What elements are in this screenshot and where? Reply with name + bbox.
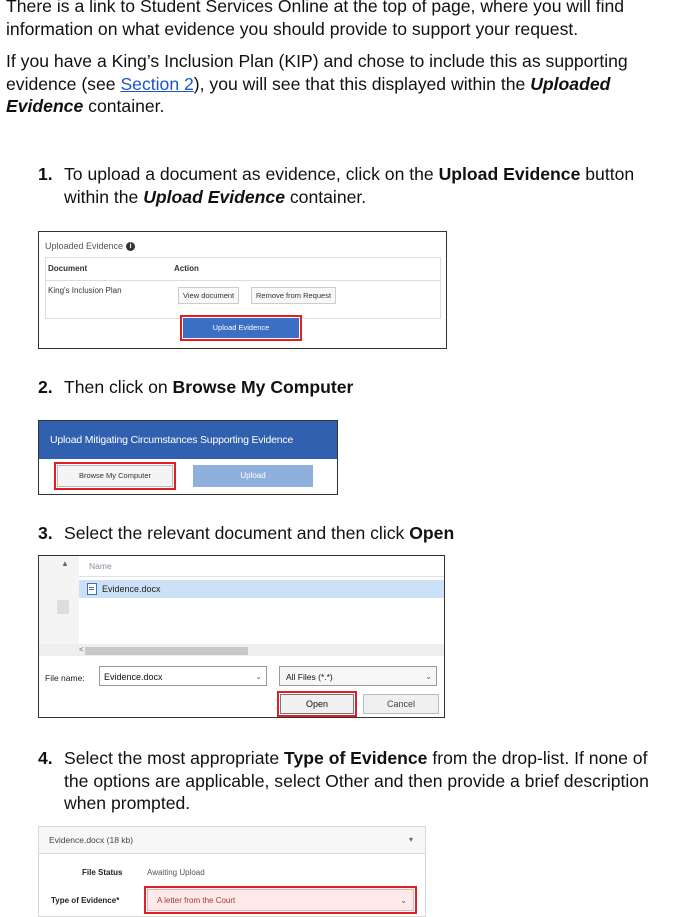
file-type-select[interactable] [279,666,437,686]
open-button[interactable]: Open [280,694,354,714]
dialog-title: Upload Mitigating Circumstances Supporting Evidence [39,421,337,459]
file-open-dialog-screenshot [38,555,445,718]
upload-supporting-evidence-screenshot [38,420,338,495]
step-2 [38,376,670,400]
col-action: Action [174,264,199,273]
step-number: 1. [38,164,53,184]
caret-down-icon: ▾ [408,835,413,844]
kip-text-post: container. [83,96,165,116]
step-number: 2. [38,377,53,397]
uploaded-evidence-label: Uploaded Evidence [45,241,124,251]
file-name-input[interactable] [99,666,267,686]
row-document: King's Inclusion Plan [48,286,122,295]
step-bold: Browse My Computer [172,377,354,397]
step-text [64,747,670,815]
view-document-button[interactable]: View document [178,287,239,304]
step-text [64,522,670,545]
chevron-down-icon: ⌄ [425,672,432,681]
file-type-value: All Files (*.*) [286,672,333,682]
step-1 [38,163,670,208]
file-list [79,556,444,653]
chevron-up-icon: ▲ [61,559,69,568]
evidence-file-header[interactable] [39,827,425,854]
step-text [64,376,670,399]
step-text-pre: Select the relevant document and then click [64,523,410,543]
step-number: 4. [38,748,53,768]
step-text-mid: button within the [64,164,635,207]
chevron-left-icon: < [79,645,84,654]
type-of-evidence-label: Type of Evidence* [51,896,120,905]
step-text-pre: Select the most appropriate [64,748,285,768]
chevron-down-icon: ⌄ [400,896,407,905]
type-of-evidence-select[interactable] [147,889,414,911]
step-bold: Type of Evidence [284,748,428,768]
file-name-label: File name: [45,673,85,683]
scroll-thumb[interactable] [85,647,248,655]
upload-evidence-button[interactable]: Upload Evidence [183,318,299,338]
upload-button[interactable]: Upload [193,465,313,487]
kip-paragraph [6,50,674,118]
kip-text-pre: If you have a King’s Inclusion Plan (KIP) and chose to include this as supporting evidence (see [6,51,628,94]
step-text-post: from the drop-list. If none of the options are applicable, select Other and then provide a brief description when prompted. [64,748,649,813]
kip-text-em: Uploaded Evidence [6,73,611,116]
step-bold: Upload Evidence [438,164,581,184]
column-name-header[interactable]: Name [79,556,444,577]
info-icon: i [126,242,135,251]
navigation-pane [39,556,79,653]
uploaded-evidence-title [45,241,135,251]
col-document: Document [48,264,88,273]
step-text-pre: Then click on [64,377,173,397]
cancel-button[interactable]: Cancel [363,694,439,714]
remove-from-request-button[interactable]: Remove from Request [251,287,336,304]
step-number: 3. [38,523,53,543]
type-of-evidence-value: A letter from the Court [157,896,236,905]
step-text-pre: To upload a document as evidence, click on the [64,164,439,184]
word-document-icon [87,583,97,595]
section-2-link[interactable]: Section 2 [120,73,194,94]
step-bold-italic: Upload Evidence [143,186,285,207]
table-header-row [46,258,440,281]
file-status-value: Awaiting Upload [147,868,205,877]
evidence-table [45,257,441,319]
evidence-details-screenshot [38,826,426,917]
chevron-down-icon: ⌄ [255,672,262,681]
browse-my-computer-button[interactable]: Browse My Computer [57,465,173,487]
file-item-name: Evidence.docx [102,584,161,594]
uploaded-evidence-screenshot [38,231,447,349]
nav-scroll-thumb[interactable] [57,600,69,614]
kip-text-mid: ), you will see that this displayed within the [193,73,531,94]
evidence-file-name: Evidence.docx (18 kb) [49,835,134,845]
step-bold: Open [409,523,455,543]
step-text-post: container. [284,186,367,207]
file-item[interactable] [79,580,444,598]
step-3 [38,522,670,546]
table-row [46,280,440,308]
file-name-value: Evidence.docx [104,672,163,682]
step-text [64,163,670,208]
intro-paragraph: There is a link to Student Services Online at the top of page, where you will find information on what evidence you should provide to support your request. [6,0,625,39]
step-4 [38,747,670,817]
file-status-label: File Status [82,868,123,877]
